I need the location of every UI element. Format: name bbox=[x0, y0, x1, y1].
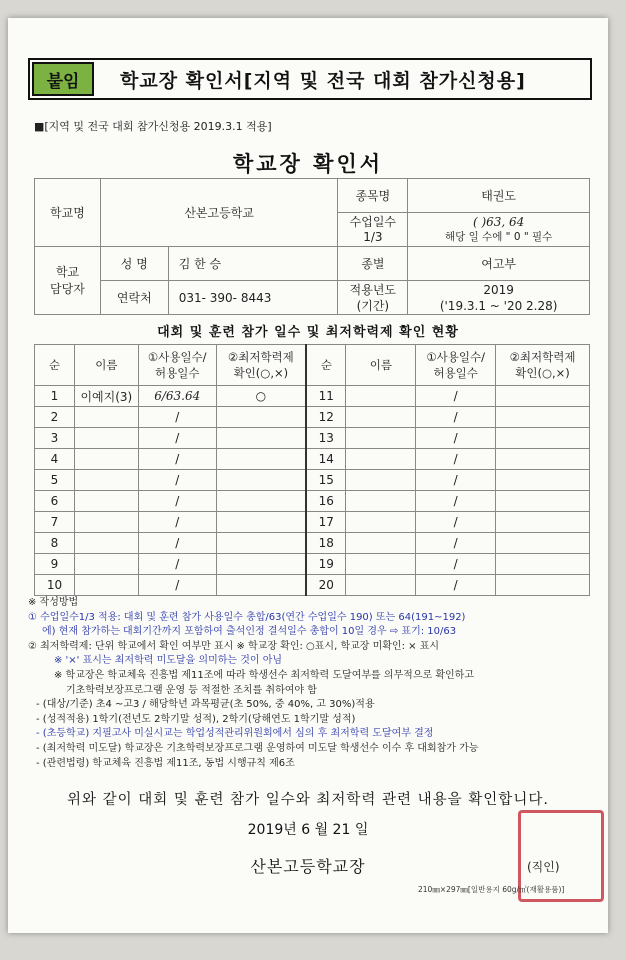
document-sheet bbox=[8, 18, 608, 933]
cell-no-right: 14 bbox=[306, 449, 346, 470]
cell-no: 1 bbox=[35, 386, 75, 407]
cell-min bbox=[216, 491, 306, 512]
note-line-2: 에) 현재 참가하는 대회기간까지 포함하여 출석인정 결석일수 총합이 10일 경우 ⇨ 표기: 10/63 bbox=[42, 626, 457, 638]
class-days-label-text: 수업일수 bbox=[349, 214, 397, 229]
table-header-row bbox=[35, 345, 590, 386]
participation-table bbox=[34, 344, 590, 596]
seal-label: (직인) bbox=[527, 860, 560, 874]
cell-name-right bbox=[346, 512, 416, 533]
table-row bbox=[35, 407, 590, 428]
note-line-3: ② 최저학력제: 단위 학교에서 확인 여부만 표시 ※ 학교장 확인: ○표시, 학교장 미확인: × 표시 bbox=[28, 640, 440, 652]
cell-name-right bbox=[346, 449, 416, 470]
cell-no-right: 18 bbox=[306, 533, 346, 554]
cell-no-right: 12 bbox=[306, 407, 346, 428]
cell-no: 3 bbox=[35, 428, 75, 449]
name-label: 성 명 bbox=[100, 247, 168, 281]
cell-no: 8 bbox=[35, 533, 75, 554]
cell-name: 이예지(3) bbox=[74, 386, 138, 407]
cell-no-right: 15 bbox=[306, 470, 346, 491]
col-name-header-right: 이름 bbox=[346, 345, 416, 386]
cell-min-right bbox=[496, 428, 590, 449]
cell-no: 4 bbox=[35, 449, 75, 470]
attachment-tag: 붙임 bbox=[32, 62, 94, 96]
cell-no-right: 16 bbox=[306, 491, 346, 512]
year-value bbox=[408, 281, 590, 315]
note-line-1: ① 수업일수1/3 적용: 대회 및 훈련 참가 사용일수 총합/63(연간 수업일수 190) 또는 64(191~192) bbox=[28, 611, 466, 623]
cell-days: 6/63.64 bbox=[138, 386, 216, 407]
note-line-8: - (성적적용) 1학기(전년도 2학기말 성적), 2학기(당해연도 1학기말 성적) bbox=[36, 713, 356, 725]
cell-no: 2 bbox=[35, 407, 75, 428]
class-days-value bbox=[408, 213, 590, 247]
table-row bbox=[35, 554, 590, 575]
cell-min-right bbox=[496, 470, 590, 491]
cell-min bbox=[216, 449, 306, 470]
cell-min-right bbox=[496, 449, 590, 470]
cell-days: / bbox=[138, 512, 216, 533]
class-days-note: 해당 일 수에 " 0 " 필수 bbox=[444, 230, 553, 243]
school-label: 학교명 bbox=[35, 179, 101, 247]
note-line-5: ※ 학교장은 학교체육 진흥법 제11조에 따라 학생선수 최저학력 도달여부를 의무적으로 확인하고 bbox=[54, 669, 474, 681]
note-line-4: ※ '×' 표시는 최저학력 미도달을 의미하는 것이 아님 bbox=[54, 655, 283, 667]
paper-size-note: 210㎜×297㎜[일반용지 60g/㎡(재활용품)] bbox=[418, 885, 565, 894]
table-row bbox=[35, 512, 590, 533]
table-row bbox=[35, 449, 590, 470]
table-row bbox=[35, 428, 590, 449]
cell-no-right: 19 bbox=[306, 554, 346, 575]
phone-label: 연락처 bbox=[100, 281, 168, 315]
cell-name-right bbox=[346, 470, 416, 491]
document-title: 학교장 확인서 bbox=[232, 152, 384, 176]
table-row bbox=[35, 575, 590, 596]
status-subtitle: 대회 및 훈련 참가 일수 및 최저학력제 확인 현황 bbox=[157, 325, 459, 340]
school-value: 산본고등학교 bbox=[100, 179, 338, 247]
note-line-7: - (대상/기준) 초4 ~고3 / 해당학년 과목평균(초 50%, 중 40%, 고 30%)적용 bbox=[36, 699, 375, 711]
info-table bbox=[34, 178, 590, 315]
col-min-header: ②최저학력제 확인(○,×) bbox=[216, 345, 306, 386]
instructions bbox=[28, 596, 598, 771]
category-value: 여고부 bbox=[408, 247, 590, 281]
note-line-10: - (최저학력 미도달) 학교장은 기초학력보장프로그램 운영하여 미도달 학생선수 이수 후 대회참가 가능 bbox=[36, 742, 479, 754]
event-value: 태권도 bbox=[408, 179, 590, 213]
cell-min bbox=[216, 470, 306, 491]
header-title: 학교장 확인서[지역 및 전국 대회 참가신청용] bbox=[120, 70, 526, 92]
cell-name bbox=[74, 491, 138, 512]
cell-days: / bbox=[138, 575, 216, 596]
class-days-number: ( )63, 64 bbox=[472, 214, 525, 229]
cell-name-right bbox=[346, 533, 416, 554]
cell-min bbox=[216, 533, 306, 554]
cell-name-right bbox=[346, 407, 416, 428]
manager-label: 학교 담당자 bbox=[35, 247, 101, 315]
cell-no: 7 bbox=[35, 512, 75, 533]
event-label: 종목명 bbox=[338, 179, 408, 213]
col-min-header-right: ②최저학력제 확인(○,×) bbox=[496, 345, 590, 386]
cell-min bbox=[216, 428, 306, 449]
cell-days-right: / bbox=[416, 554, 496, 575]
cell-min bbox=[216, 575, 306, 596]
year-label: 적용년도 (기간) bbox=[338, 281, 408, 315]
note-line-6: 기초학력보장프로그램 운영 등 적절한 조치를 취하여야 함 bbox=[66, 684, 317, 696]
cell-days: / bbox=[138, 533, 216, 554]
cell-name bbox=[74, 449, 138, 470]
col-no-header: 순 bbox=[35, 345, 75, 386]
confirm-statement: 위와 같이 대회 및 훈련 참가 일수와 최저학력 관련 내용을 확인합니다. bbox=[67, 792, 549, 808]
cell-min bbox=[216, 554, 306, 575]
table-row bbox=[35, 470, 590, 491]
cell-days-right: / bbox=[416, 575, 496, 596]
cell-days: / bbox=[138, 470, 216, 491]
cell-days-right: / bbox=[416, 470, 496, 491]
cell-min-right bbox=[496, 575, 590, 596]
cell-name bbox=[74, 407, 138, 428]
cell-min-right bbox=[496, 491, 590, 512]
cell-no: 9 bbox=[35, 554, 75, 575]
cell-name bbox=[74, 554, 138, 575]
cell-days-right: / bbox=[416, 407, 496, 428]
cell-no: 10 bbox=[35, 575, 75, 596]
cell-name bbox=[74, 428, 138, 449]
cell-days-right: / bbox=[416, 449, 496, 470]
cell-days: / bbox=[138, 449, 216, 470]
cell-days: / bbox=[138, 491, 216, 512]
cell-no-right: 11 bbox=[306, 386, 346, 407]
phone-value: 031- 390- 8443 bbox=[168, 281, 338, 315]
col-no-header-right: 순 bbox=[306, 345, 346, 386]
cell-min bbox=[216, 407, 306, 428]
cell-days-right: / bbox=[416, 512, 496, 533]
col-days-header-right: ①사용일수/ 허용일수 bbox=[416, 345, 496, 386]
principal-signature: 산본고등학교장 bbox=[250, 857, 366, 876]
cell-no-right: 13 bbox=[306, 428, 346, 449]
cell-days-right: / bbox=[416, 428, 496, 449]
cell-name-right bbox=[346, 428, 416, 449]
class-days-label bbox=[338, 213, 408, 247]
cell-days-right: / bbox=[416, 491, 496, 512]
cell-name-right bbox=[346, 491, 416, 512]
cell-no: 6 bbox=[35, 491, 75, 512]
col-name-header: 이름 bbox=[74, 345, 138, 386]
application-note: ■[지역 및 전국 대회 참가신청용 2019.3.1 적용] bbox=[34, 120, 272, 133]
cell-min-right bbox=[496, 512, 590, 533]
notes-heading: ※ 작성방법 bbox=[28, 597, 79, 608]
cell-min-right bbox=[496, 386, 590, 407]
note-line-9: - (초등학교) 지필고사 미실시교는 학업성적관리위원회에서 심의 후 최저학력 도달여부 결정 bbox=[36, 728, 434, 740]
cell-name bbox=[74, 512, 138, 533]
cell-min-right bbox=[496, 554, 590, 575]
cell-name-right bbox=[346, 554, 416, 575]
year-period: ('19.3.1 ~ '20 2.28) bbox=[439, 298, 558, 313]
cell-name bbox=[74, 575, 138, 596]
cell-name bbox=[74, 533, 138, 554]
table-row bbox=[35, 533, 590, 554]
cell-min bbox=[216, 512, 306, 533]
cell-days: / bbox=[138, 407, 216, 428]
name-value: 김 한 승 bbox=[168, 247, 338, 281]
cell-name bbox=[74, 470, 138, 491]
cell-days: / bbox=[138, 428, 216, 449]
cell-name-right bbox=[346, 575, 416, 596]
col-days-header: ①사용일수/ 허용일수 bbox=[138, 345, 216, 386]
cell-min-right bbox=[496, 533, 590, 554]
cell-no: 5 bbox=[35, 470, 75, 491]
year-number: 2019 bbox=[483, 282, 514, 297]
cell-no-right: 20 bbox=[306, 575, 346, 596]
table-row bbox=[35, 386, 590, 407]
cell-days-right: / bbox=[416, 533, 496, 554]
header-box bbox=[28, 58, 592, 100]
cell-min-right bbox=[496, 407, 590, 428]
category-label: 종별 bbox=[338, 247, 408, 281]
note-line-11: - (관련법령) 학교체육 진흥법 제11조, 동법 시행규칙 제6조 bbox=[36, 757, 295, 769]
sign-date: 2019년 6 월 21 일 bbox=[247, 822, 369, 838]
class-days-fraction: 1/3 bbox=[363, 229, 383, 244]
table-row bbox=[35, 491, 590, 512]
cell-days-right: / bbox=[416, 386, 496, 407]
cell-min: ○ bbox=[216, 386, 306, 407]
cell-no-right: 17 bbox=[306, 512, 346, 533]
cell-days: / bbox=[138, 554, 216, 575]
cell-name-right bbox=[346, 386, 416, 407]
